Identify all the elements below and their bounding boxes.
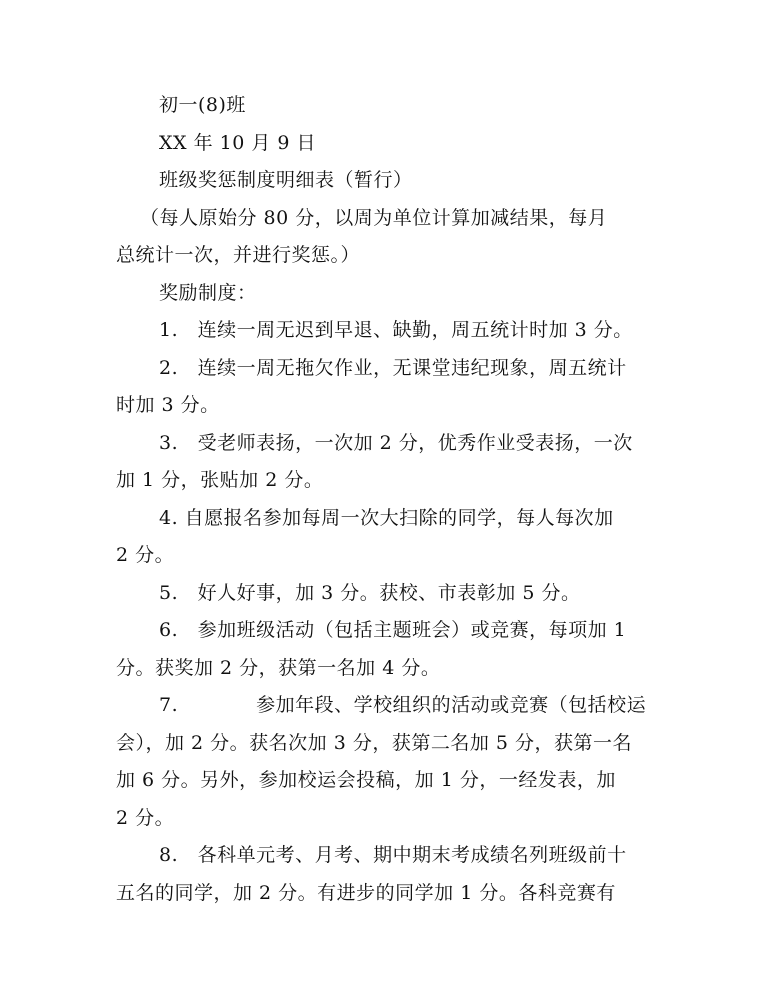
rule-8-line-1: 8. 各科单元考、月考、期中期末考成绩名列班级前十 — [159, 844, 627, 866]
intro-line-1: （每人原始分 80 分，以周为单位计算加减结果，每月 — [140, 207, 608, 229]
class-name: 初一(8)班 — [159, 94, 246, 116]
section-heading-rewards: 奖励制度： — [159, 282, 257, 304]
rule-1-line-1: 1. 连续一周无迟到早退、缺勤，周五统计时加 3 分。 — [159, 319, 633, 341]
rule-4-line-2: 2 分。 — [116, 544, 175, 566]
intro-line-2: 总统计一次，并进行奖惩。） — [116, 244, 361, 266]
rule-3-line-1: 3. 受老师表扬，一次加 2 分，优秀作业受表扬，一次 — [159, 432, 633, 454]
rule-5-line-1: 5. 好人好事，加 3 分。获校、市表彰加 5 分。 — [159, 582, 581, 604]
rule-7-line-1: 7. 参加年段、学校组织的活动或竞赛（包括校运 — [159, 694, 647, 716]
rule-8-line-2: 五名的同学，加 2 分。有进步的同学加 1 分。各科竞赛有 — [116, 882, 616, 904]
rule-6-line-2: 分。获奖加 2 分，获第一名加 4 分。 — [116, 657, 441, 679]
rule-2-line-1: 2. 连续一周无拖欠作业，无课堂违纪现象，周五统计 — [159, 357, 627, 379]
document-date: XX 年 10 月 9 日 — [159, 132, 317, 154]
document-title: 班级奖惩制度明细表（暂行） — [159, 169, 413, 191]
rule-7-line-4: 2 分。 — [116, 807, 175, 829]
rule-4-line-1: 4. 自愿报名参加每周一次大扫除的同学，每人每次加 — [159, 507, 614, 529]
rule-7-line-3: 加 6 分。另外，参加校运会投稿，加 1 分，一经发表，加 — [116, 769, 616, 791]
rule-7-line-2: 会），加 2 分。获名次加 3 分，获第二名加 5 分，获第一名 — [116, 732, 633, 754]
rule-2-line-2: 时加 3 分。 — [116, 394, 220, 416]
rule-6-line-1: 6. 参加班级活动（包括主题班会）或竞赛，每项加 1 — [159, 619, 627, 641]
rule-3-line-2: 加 1 分，张贴加 2 分。 — [116, 469, 324, 491]
